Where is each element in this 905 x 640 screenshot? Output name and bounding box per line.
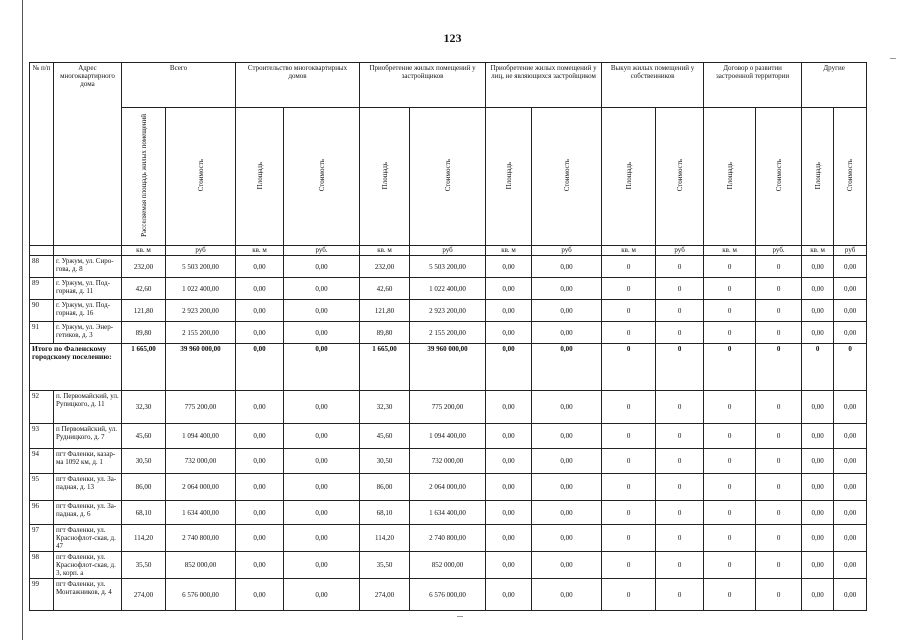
row-value: 0 [656, 322, 704, 344]
row-value: 0,00 [284, 278, 360, 300]
row-value: 0 [756, 300, 802, 322]
row-value: 2 064 000,00 [166, 474, 236, 501]
row-value: 32,30 [360, 391, 410, 424]
subheader-cell [486, 108, 532, 246]
row-value: 0,00 [834, 552, 867, 579]
row-value: 0,00 [236, 322, 284, 344]
row-value: 42,60 [360, 278, 410, 300]
row-value: 0,00 [532, 449, 602, 474]
row-value: 0,00 [532, 391, 602, 424]
row-value: 45,60 [122, 424, 166, 449]
row-value: 0,00 [802, 552, 834, 579]
row-value: 0 [656, 391, 704, 424]
table-row [30, 256, 867, 278]
row-value: 0,00 [532, 278, 602, 300]
row-value: 775 200,00 [166, 391, 236, 424]
row-address: г. Уржум, ул. Энер-гетиков, д. 3 [54, 322, 122, 344]
row-value: 86,00 [122, 474, 166, 501]
subheader-cell [284, 108, 360, 246]
subheader-label: Стоимость [443, 159, 452, 192]
row-value: 0,00 [802, 579, 834, 611]
total-value: 0 [656, 344, 704, 391]
row-value: 0,00 [236, 474, 284, 501]
subheader-label: Стоимость [562, 159, 571, 192]
row-value: 274,00 [360, 579, 410, 611]
row-value: 0 [656, 449, 704, 474]
row-value: 0 [602, 322, 656, 344]
row-value: 0,00 [486, 391, 532, 424]
row-number: 99 [30, 579, 54, 611]
row-value: 0,00 [236, 391, 284, 424]
row-value: 0 [602, 424, 656, 449]
row-value: 0 [656, 256, 704, 278]
row-value: 30,50 [360, 449, 410, 474]
unit-cell: кв. м [360, 246, 410, 256]
row-value: 0 [602, 552, 656, 579]
subheader-label: Стоимость [317, 159, 326, 192]
row-value: 0,00 [834, 322, 867, 344]
row-value: 1 634 400,00 [410, 501, 486, 525]
row-value: 0,00 [284, 579, 360, 611]
unit-cell: кв. м [122, 246, 166, 256]
row-value: 0,00 [284, 424, 360, 449]
subheader-label: Стоимость [675, 159, 684, 192]
row-value: 0,00 [284, 322, 360, 344]
page-left-edge [22, 0, 23, 640]
row-value: 0 [756, 424, 802, 449]
row-value: 0,00 [532, 300, 602, 322]
row-value: 0,00 [486, 525, 532, 552]
row-value: 0 [756, 391, 802, 424]
row-value: 0,00 [802, 278, 834, 300]
row-value: 5 503 200,00 [410, 256, 486, 278]
row-value: 852 000,00 [166, 552, 236, 579]
scan-mark [890, 58, 896, 59]
row-value: 232,00 [122, 256, 166, 278]
row-value: 0,00 [532, 579, 602, 611]
row-address: пгт Фаленки, ул. За-падная, д. 13 [54, 474, 122, 501]
subheader-label: Стоимость [774, 159, 783, 192]
total-value: 0 [704, 344, 756, 391]
unit-cell: руб [166, 246, 236, 256]
row-value: 0,00 [284, 256, 360, 278]
row-value: 0,00 [486, 501, 532, 525]
row-value: 775 200,00 [410, 391, 486, 424]
row-value: 35,50 [360, 552, 410, 579]
row-value: 0 [704, 525, 756, 552]
row-value: 0,00 [486, 424, 532, 449]
row-value: 0 [756, 525, 802, 552]
row-value: 0 [704, 424, 756, 449]
row-value: 0 [756, 256, 802, 278]
page-number: 123 [443, 31, 462, 45]
row-value: 0,00 [802, 300, 834, 322]
row-value: 0,00 [834, 501, 867, 525]
row-address: г. Уржум, ул. Сиро-гова, д. 8 [54, 256, 122, 278]
unit-cell: руб. [756, 246, 802, 256]
row-value: 0 [656, 552, 704, 579]
unit-cell: руб [410, 246, 486, 256]
row-value: 2 923 200,00 [410, 300, 486, 322]
subheader-label: Площадь [624, 161, 633, 190]
row-value: 0,00 [532, 322, 602, 344]
row-address: г. Уржум, ул. Под-горная, д. 16 [54, 300, 122, 322]
row-value: 0,00 [532, 424, 602, 449]
row-value: 114,20 [122, 525, 166, 552]
row-value: 0 [756, 501, 802, 525]
unit-cell: кв. м [602, 246, 656, 256]
row-value: 0,00 [834, 449, 867, 474]
row-number: 98 [30, 552, 54, 579]
row-address: пгт Фаленки, казар-ма 1092 км, д. 1 [54, 449, 122, 474]
row-value: 0,00 [802, 501, 834, 525]
unit-cell: руб. [284, 246, 360, 256]
row-value: 0,00 [486, 322, 532, 344]
row-value: 0,00 [834, 474, 867, 501]
row-value: 0,00 [486, 579, 532, 611]
row-number: 88 [30, 256, 54, 278]
row-value: 0 [602, 525, 656, 552]
scan-mark [457, 616, 463, 617]
unit-cell: руб [656, 246, 704, 256]
subheader-cell [410, 108, 486, 246]
table-row [30, 300, 867, 322]
total-value: 39 960 000,00 [166, 344, 236, 391]
subheader-cell [360, 108, 410, 246]
row-value: 0,00 [834, 300, 867, 322]
row-value: 0 [602, 474, 656, 501]
total-value: 0,00 [486, 344, 532, 391]
row-value: 0,00 [284, 474, 360, 501]
total-row [30, 344, 867, 391]
header-group-total: Всего [122, 63, 236, 108]
subheader-label: Стоимость [196, 159, 205, 192]
row-value: 0,00 [236, 552, 284, 579]
row-value: 2 064 000,00 [410, 474, 486, 501]
row-value: 0 [602, 579, 656, 611]
row-value: 114,20 [360, 525, 410, 552]
row-value: 121,80 [122, 300, 166, 322]
row-value: 0,00 [834, 391, 867, 424]
row-value: 0,00 [236, 501, 284, 525]
subheader-label: Стоимость [846, 159, 855, 192]
row-value: 6 576 000,00 [410, 579, 486, 611]
row-value: 0,00 [284, 552, 360, 579]
resettlement-table [29, 62, 867, 611]
row-value: 0 [656, 278, 704, 300]
row-number: 90 [30, 300, 54, 322]
row-value: 0,00 [486, 278, 532, 300]
row-value: 0,00 [284, 449, 360, 474]
row-value: 0,00 [802, 391, 834, 424]
row-value: 0,00 [532, 552, 602, 579]
subheader-cell [802, 108, 834, 246]
row-value: 0,00 [486, 449, 532, 474]
header-group-purchase-others: Приобретение жилых помещений у лиц, не являющихся застройщиком [486, 63, 602, 108]
row-value: 0 [756, 278, 802, 300]
row-value: 0 [656, 501, 704, 525]
total-value: 1 665,00 [360, 344, 410, 391]
subheader-label: Площадь [504, 161, 513, 190]
row-number: 97 [30, 525, 54, 552]
row-address: пгт Фаленки, ул. За-падная, д. 6 [54, 501, 122, 525]
row-value: 0 [704, 391, 756, 424]
subheader-cell [834, 108, 867, 246]
row-value: 0,00 [284, 391, 360, 424]
header-group-buyout: Выкуп жилых помещений у собственников [602, 63, 704, 108]
total-value: 0 [756, 344, 802, 391]
row-value: 0,00 [284, 300, 360, 322]
row-number: 92 [30, 391, 54, 424]
subheader-cell [656, 108, 704, 246]
row-number: 96 [30, 501, 54, 525]
row-value: 2 155 200,00 [410, 322, 486, 344]
row-value: 0 [656, 424, 704, 449]
row-value: 0 [656, 525, 704, 552]
total-value: 0,00 [236, 344, 284, 391]
table-row [30, 501, 867, 525]
row-value: 0 [756, 322, 802, 344]
row-value: 0,00 [486, 300, 532, 322]
table-row [30, 579, 867, 611]
row-address: пгт Фаленки, ул. Монтажников, д. 4 [54, 579, 122, 611]
unit-cell: руб [532, 246, 602, 256]
row-value: 0 [704, 300, 756, 322]
row-value: 0,00 [284, 525, 360, 552]
total-value: 39 960 000,00 [410, 344, 486, 391]
total-value: 0 [802, 344, 834, 391]
row-value: 121,80 [360, 300, 410, 322]
row-number: 94 [30, 449, 54, 474]
row-value: 0,00 [834, 256, 867, 278]
row-value: 30,50 [122, 449, 166, 474]
row-value: 0 [756, 579, 802, 611]
row-value: 732 000,00 [166, 449, 236, 474]
row-value: 0,00 [236, 579, 284, 611]
row-address: г. Уржум, ул. Под-горная, д. 11 [54, 278, 122, 300]
row-value: 0,00 [486, 474, 532, 501]
row-value: 68,10 [360, 501, 410, 525]
row-value: 0,00 [802, 424, 834, 449]
row-value: 0,00 [236, 424, 284, 449]
row-value: 0 [602, 300, 656, 322]
row-value: 89,80 [360, 322, 410, 344]
subheader-label: Площадь [813, 161, 822, 190]
header-row-units [30, 246, 867, 256]
row-value: 42,60 [122, 278, 166, 300]
row-number: 95 [30, 474, 54, 501]
subheader-cell [532, 108, 602, 246]
row-number: 91 [30, 322, 54, 344]
row-value: 0,00 [236, 256, 284, 278]
subheader-cell [236, 108, 284, 246]
row-value: 0,00 [532, 474, 602, 501]
row-address: п Первомайский, ул. Рудницкого, д. 7 [54, 424, 122, 449]
total-value: 0,00 [284, 344, 360, 391]
row-value: 0 [704, 256, 756, 278]
table-row [30, 278, 867, 300]
unit-cell: кв. м [802, 246, 834, 256]
row-value: 0 [656, 474, 704, 501]
row-value: 89,80 [122, 322, 166, 344]
header-row-groups [30, 63, 867, 108]
subheader-label: Площадь [255, 161, 264, 190]
row-value: 0 [704, 474, 756, 501]
table-row [30, 474, 867, 501]
row-value: 0 [704, 278, 756, 300]
row-value: 0,00 [236, 300, 284, 322]
subheader-cell [166, 108, 236, 246]
row-number: 89 [30, 278, 54, 300]
row-value: 0 [656, 579, 704, 611]
table-row [30, 424, 867, 449]
subheader-label: Площадь [380, 161, 389, 190]
table-row [30, 449, 867, 474]
subheader-cell [602, 108, 656, 246]
row-value: 732 000,00 [410, 449, 486, 474]
row-value: 274,00 [122, 579, 166, 611]
header-group-development: Договор о развитии застроенной территории [704, 63, 802, 108]
row-address: пгт Фаленки, ул. Краснофлот-ская, д. 47 [54, 525, 122, 552]
header-num: № п/п [30, 63, 54, 246]
row-value: 68,10 [122, 501, 166, 525]
subheader-cell [704, 108, 756, 246]
row-value: 0,00 [236, 449, 284, 474]
total-value: 0 [834, 344, 867, 391]
row-value: 5 503 200,00 [166, 256, 236, 278]
row-value: 0 [704, 501, 756, 525]
row-value: 1 094 400,00 [166, 424, 236, 449]
row-value: 2 923 200,00 [166, 300, 236, 322]
table-row [30, 322, 867, 344]
row-value: 0,00 [236, 278, 284, 300]
row-value: 0,00 [486, 552, 532, 579]
row-value: 1 634 400,00 [166, 501, 236, 525]
subheader-label: Площадь [725, 161, 734, 190]
row-value: 2 740 800,00 [410, 525, 486, 552]
unit-cell-empty [54, 246, 122, 256]
row-value: 0 [704, 449, 756, 474]
row-value: 0,00 [532, 256, 602, 278]
subheader-cell [122, 108, 166, 246]
total-value: 0,00 [532, 344, 602, 391]
subheader-cell [756, 108, 802, 246]
row-value: 0 [602, 501, 656, 525]
table-row [30, 552, 867, 579]
row-value: 1 022 400,00 [410, 278, 486, 300]
row-value: 0,00 [834, 278, 867, 300]
row-value: 0 [602, 391, 656, 424]
row-value: 232,00 [360, 256, 410, 278]
header-group-purchase-developers: Приобретение жилых помещений у застройщиков [360, 63, 486, 108]
row-value: 0,00 [486, 256, 532, 278]
row-address: п. Первомайский, ул. Рупицкого, д. 11 [54, 391, 122, 424]
row-value: 0,00 [532, 525, 602, 552]
row-value: 0 [602, 256, 656, 278]
row-value: 0 [656, 300, 704, 322]
subheader-label: Расселяемая площадь жилых помещений [139, 114, 148, 237]
row-value: 852 000,00 [410, 552, 486, 579]
row-value: 0 [756, 474, 802, 501]
row-value: 0 [756, 552, 802, 579]
row-value: 1 094 400,00 [410, 424, 486, 449]
total-label: Итого по Фаленскому городскому поселению: [30, 344, 122, 391]
row-value: 32,30 [122, 391, 166, 424]
total-value: 1 665,00 [122, 344, 166, 391]
row-value: 0,00 [802, 525, 834, 552]
row-value: 35,50 [122, 552, 166, 579]
row-number: 93 [30, 424, 54, 449]
row-value: 0 [704, 322, 756, 344]
row-value: 0 [704, 579, 756, 611]
row-value: 0 [756, 449, 802, 474]
header-address: Адрес многоквартирного дома [54, 63, 122, 246]
unit-cell-empty [30, 246, 54, 256]
row-value: 0,00 [802, 322, 834, 344]
row-address: пгт Фаленки, ул. Краснофлот-ская, д. 3, корп. а [54, 552, 122, 579]
row-value: 0,00 [802, 474, 834, 501]
row-value: 0,00 [834, 579, 867, 611]
unit-cell: руб [834, 246, 867, 256]
row-value: 0,00 [834, 424, 867, 449]
row-value: 0 [602, 449, 656, 474]
row-value: 2 740 800,00 [166, 525, 236, 552]
table-row [30, 525, 867, 552]
row-value: 0,00 [284, 501, 360, 525]
row-value: 0,00 [802, 256, 834, 278]
row-value: 0 [704, 552, 756, 579]
row-value: 1 022 400,00 [166, 278, 236, 300]
row-value: 0 [602, 278, 656, 300]
row-value: 0,00 [532, 501, 602, 525]
row-value: 86,00 [360, 474, 410, 501]
header-group-construction: Строительство многоквартирных домов [236, 63, 360, 108]
unit-cell: кв. м [236, 246, 284, 256]
total-value: 0 [602, 344, 656, 391]
header-row-sub [30, 108, 867, 246]
row-value: 0,00 [802, 449, 834, 474]
row-value: 0,00 [834, 525, 867, 552]
row-value: 0,00 [236, 525, 284, 552]
row-value: 2 155 200,00 [166, 322, 236, 344]
header-group-other: Другие [802, 63, 867, 108]
table-row [30, 391, 867, 424]
row-value: 45,60 [360, 424, 410, 449]
row-value: 6 576 000,00 [166, 579, 236, 611]
unit-cell: кв. м [704, 246, 756, 256]
unit-cell: кв. м [486, 246, 532, 256]
